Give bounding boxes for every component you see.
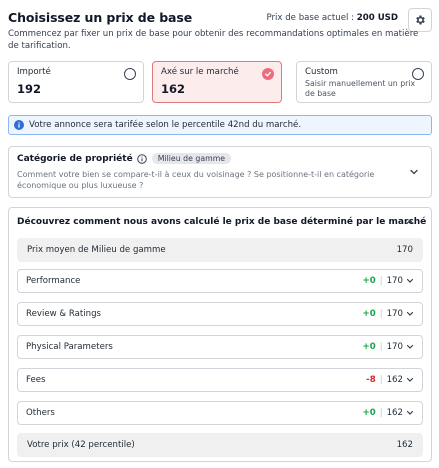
row-value: 162 xyxy=(396,440,413,450)
row-label: Prix moyen de Milieu de gamme xyxy=(27,245,166,255)
row-label: Others xyxy=(26,408,55,418)
header xyxy=(8,10,432,51)
separator: | xyxy=(379,342,383,352)
property-category-section[interactable] xyxy=(8,146,432,198)
chevron-down-icon[interactable] xyxy=(409,168,419,176)
row-label: Performance xyxy=(26,276,81,286)
separator: | xyxy=(379,375,383,385)
row-value: 170 xyxy=(386,276,403,286)
row-label: Fees xyxy=(26,375,46,385)
info-outline-icon[interactable] xyxy=(137,154,147,164)
row-delta: +0 xyxy=(362,342,376,352)
option-label: Custom xyxy=(305,67,338,77)
gear-icon xyxy=(414,14,426,26)
chevron-up-icon[interactable] xyxy=(405,218,415,226)
factor-row-reviews[interactable] xyxy=(17,302,423,326)
row-value: 162 xyxy=(386,375,403,385)
option-description: Saisir manuellement un prix de base xyxy=(305,79,416,98)
average-price-row xyxy=(17,238,423,262)
row-right xyxy=(363,276,415,286)
separator: | xyxy=(379,309,383,319)
option-imported[interactable] xyxy=(8,61,144,103)
base-price-label: Prix de base actuel : xyxy=(266,13,355,23)
category-title: Catégorie de propriété xyxy=(17,153,133,164)
radio-button[interactable] xyxy=(412,68,424,80)
row-delta: -8 xyxy=(366,375,376,385)
base-price-value: 200 USD xyxy=(356,13,398,23)
factor-row-others[interactable] xyxy=(17,401,423,425)
row-right xyxy=(363,342,415,352)
row-label: Votre prix (42 percentile) xyxy=(27,440,135,450)
price-source-options xyxy=(8,61,432,103)
radio-button[interactable] xyxy=(124,68,136,80)
factor-row-physical[interactable] xyxy=(17,335,423,359)
chevron-down-icon[interactable] xyxy=(406,344,414,350)
row-label: Review & Ratings xyxy=(26,309,102,319)
row-value: 170 xyxy=(386,342,403,352)
row-label: Physical Parameters xyxy=(26,342,113,352)
factor-row-performance[interactable] xyxy=(17,269,423,293)
category-badge: Milieu de gamme xyxy=(152,153,231,164)
category-description: Comment votre bien se compare-t-il à ceux du voisinage ? Se positionne-t-il en catégorie économique ou plus luxueuse ? xyxy=(17,170,375,190)
factor-row-fees[interactable] xyxy=(17,368,423,392)
info-banner xyxy=(8,115,432,135)
option-label: Axé sur le marché xyxy=(161,67,239,77)
row-value: 162 xyxy=(386,408,403,418)
row-delta: +0 xyxy=(362,408,376,418)
row-right xyxy=(363,408,415,418)
option-value: 162 xyxy=(161,82,186,96)
chevron-down-icon[interactable] xyxy=(406,278,414,284)
page-subtitle: Commencez par fixer un prix de base pour obtenir des recommandations optimales en matière de tarification. xyxy=(8,29,419,51)
breakdown-title: Découvrez comment nous avons calculé le prix de base déterminé par le marché xyxy=(17,217,427,227)
chevron-down-icon[interactable] xyxy=(406,311,414,317)
price-breakdown-section xyxy=(8,207,432,462)
row-delta: +0 xyxy=(362,309,376,319)
row-value: 170 xyxy=(386,309,403,319)
check-icon xyxy=(264,70,272,78)
current-base-price xyxy=(266,13,398,23)
category-header xyxy=(17,153,423,164)
row-delta: +0 xyxy=(362,276,376,286)
row-value: 170 xyxy=(396,245,413,255)
total-price-row xyxy=(17,433,423,457)
option-market-based[interactable] xyxy=(152,61,282,103)
option-custom[interactable] xyxy=(296,61,432,103)
row-right xyxy=(363,309,415,319)
option-label: Importé xyxy=(17,67,51,77)
chevron-down-icon[interactable] xyxy=(406,377,414,383)
option-value: 192 xyxy=(17,82,42,96)
chevron-down-icon[interactable] xyxy=(406,410,414,416)
info-icon xyxy=(14,120,24,130)
page-title: Choisissez un prix de base xyxy=(8,10,193,25)
radio-button-checked[interactable] xyxy=(262,68,274,80)
separator: | xyxy=(379,276,383,286)
info-text: Votre annonce sera tarifée selon le percentile 42nd du marché. xyxy=(29,120,302,130)
row-right xyxy=(366,375,414,385)
separator: | xyxy=(379,408,383,418)
